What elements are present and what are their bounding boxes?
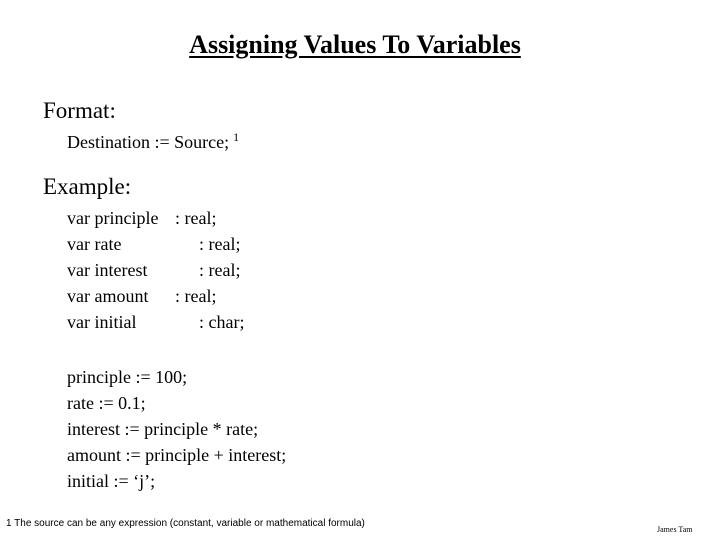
declaration-name: var interest [67,260,148,280]
footnote-marker: 1 [233,130,240,144]
format-heading: Format: [43,98,116,123]
assignment-line: amount := principle + interest; [67,445,287,465]
footnote: 1 The source can be any expression (constant, variable or mathematical formula) [6,518,365,529]
declaration-type: : real; [199,260,241,280]
declaration-type: : real; [175,208,217,228]
declaration-name: var initial [67,312,137,332]
format-syntax-line [67,130,239,153]
declaration-name: var principle [67,208,159,228]
assignment-line: interest := principle * rate; [67,419,259,439]
assignment-block [67,364,286,494]
slide-title: Assigning Values To Variables [189,30,521,59]
declaration-name: var rate [67,234,122,254]
example-heading: Example: [43,174,132,199]
assignment-line: principle := 100; [67,367,188,387]
declaration-type: : real; [175,286,217,306]
author-credit: James Tam [657,525,693,534]
format-syntax-text: Destination := Source; [67,132,230,152]
assignment-line: initial := ‘j’; [67,471,156,491]
declaration-type: : real; [199,234,241,254]
declaration-name: var amount [67,286,149,306]
declaration-type: : char; [199,312,245,332]
assignment-line: rate := 0.1; [67,393,146,413]
